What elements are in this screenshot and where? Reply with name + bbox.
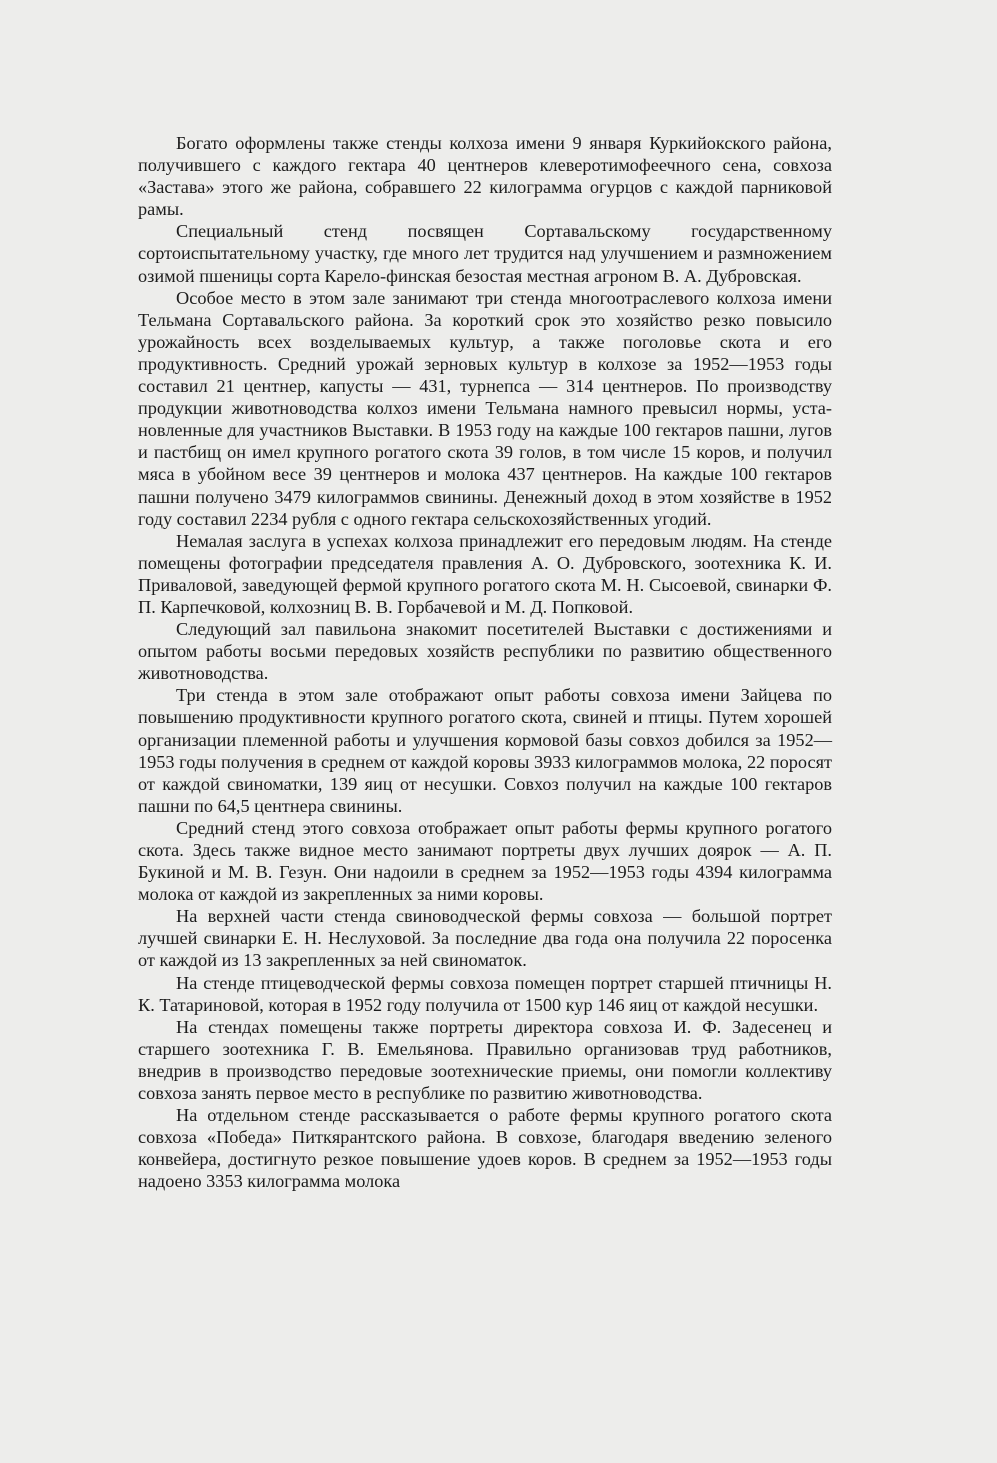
paragraph-variety-testing-plot: Специальный стенд посвящен Сортавальскому государственному сортоиспытательному участку, где много лет трудится над улучшением и размножением озимой пшеницы сорта Карело-финская безостая местная агроном В. А. Дубровская. [138, 221, 832, 286]
paragraph-kurkijoki-stands: Богато оформлены также стенды колхоза имени 9 января Куркийокского района, получившего с каждого гектара 40 центнеров клеверотимофеечного сена, совхоза «Застава» этого же района, собравшего 22 килограмма огурцов с каждой парниковой рамы. [138, 133, 832, 220]
paragraph-pobeda-sovkhoz: На отдельном стенде рассказывается о работе фермы крупного рогатого скота совхоза «Победа» Питкярантского района. В совхозе, благодаря введению зеленого конвейера, достигнуто резкое повышение удоев коров. В среднем за 1952—1953 годы надоено 3353 килограмма молока [138, 1105, 832, 1192]
paragraph-pig-farm: На верхней части стенда свиноводческой фермы совхоза — большой портрет лучшей свинарки Е. Н. Неслуховой. За последние два года она получила 22 поросенка от каждой из 13 закрепленных за ней свиноматок. [138, 906, 832, 971]
page-body-text [138, 132, 832, 1193]
paragraph-leading-people: Немалая заслуга в успехах колхоза принадлежит его передовым людям. На стенде помещены фотографии председателя правления А. О. Дубровского, зоотехника К. И. Приваловой, заведующей фермой крупного рогатого скота М. Н. Сысоевой, свинарки Ф. П. Карпечковой, колхозниц В. В. Горбачевой и М. Д. Попковой. [138, 530, 832, 617]
paragraph-next-hall: Следующий зал павильона знакомит посетителей Выставки с достижениями и опытом работы восьми передовых хозяйств республики по развитию общественного животноводства. [138, 619, 832, 684]
paragraph-poultry-farm: На стенде птицеводческой фермы совхоза помещен портрет старшей птичницы Н. К. Татариновой, которая в 1952 году получила от 1500 кур 146 яиц от каждой несушки. [138, 972, 832, 1015]
paragraph-zaitsev-sovkhoz: Три стенда в этом зале отображают опыт работы совхоза имени Зайцева по повышению продуктивности крупного рогатого скота, свиней и птицы. Путем хорошей организации племенной работы и улучшения кормовой базы совхоз добился за 1952—1953 годы получения в среднем от каждой коровы 3933 килограммов молока, 22 поросят от каждой свиноматки, 139 яиц от несушки. Совхоз получил на каждые 100 гектаров пашни по 64,5 центнера свинины. [138, 685, 832, 816]
paragraph-thalmann-kolkhoz: Особое место в этом зале занимают три стенда многоотраслевого колхоза имени Тельмана Сортавальского района. За короткий срок это хозяйство резко повысило урожайность всех возделываемых культур, а также поголовье скота и его продуктивность. Средний урожай зерновых культур в колхозе за 1952—1953 годы составил 21 центнер, капусты — 431, турнепса — 314 центнеров. По производству продукции животноводства колхоз имени Тельмана намного превысил нормы, установленные для участников Выставки. В 1953 году на каждые 100 гектаров пашни, лугов и пастбищ он имел крупного рогатого скота 39 голов, в том числе 15 коров, и получил мяса в убойном весе 39 центнеров и молока 437 центнеров. На каждые 100 гектаров пашни получено 3479 килограммов свинины. Денежный доход в этом хозяйстве в 1952 году составил 2234 рубля с одного гектара сельскохозяйственных угодий. [138, 287, 832, 529]
paragraph-cattle-farm: Средний стенд этого совхоза отображает опыт работы фермы крупного рогатого скота. Здесь также видное место занимают портреты двух лучших доярок — А. П. Букиной и М. В. Гезун. Они надоили в среднем за 1952—1953 годы 4394 килограмма молока от каждой из закрепленных за ними коровы. [138, 817, 832, 905]
paragraph-director-portraits: На стендах помещены также портреты директора совхоза И. Ф. Задесенец и старшего зоотехника Г. В. Емельянова. Правильно организовав труд работников, внедрив в производство передовые зоотехнические приемы, они помогли коллективу совхоза занять первое место в республике по развитию животноводства. [138, 1016, 832, 1104]
